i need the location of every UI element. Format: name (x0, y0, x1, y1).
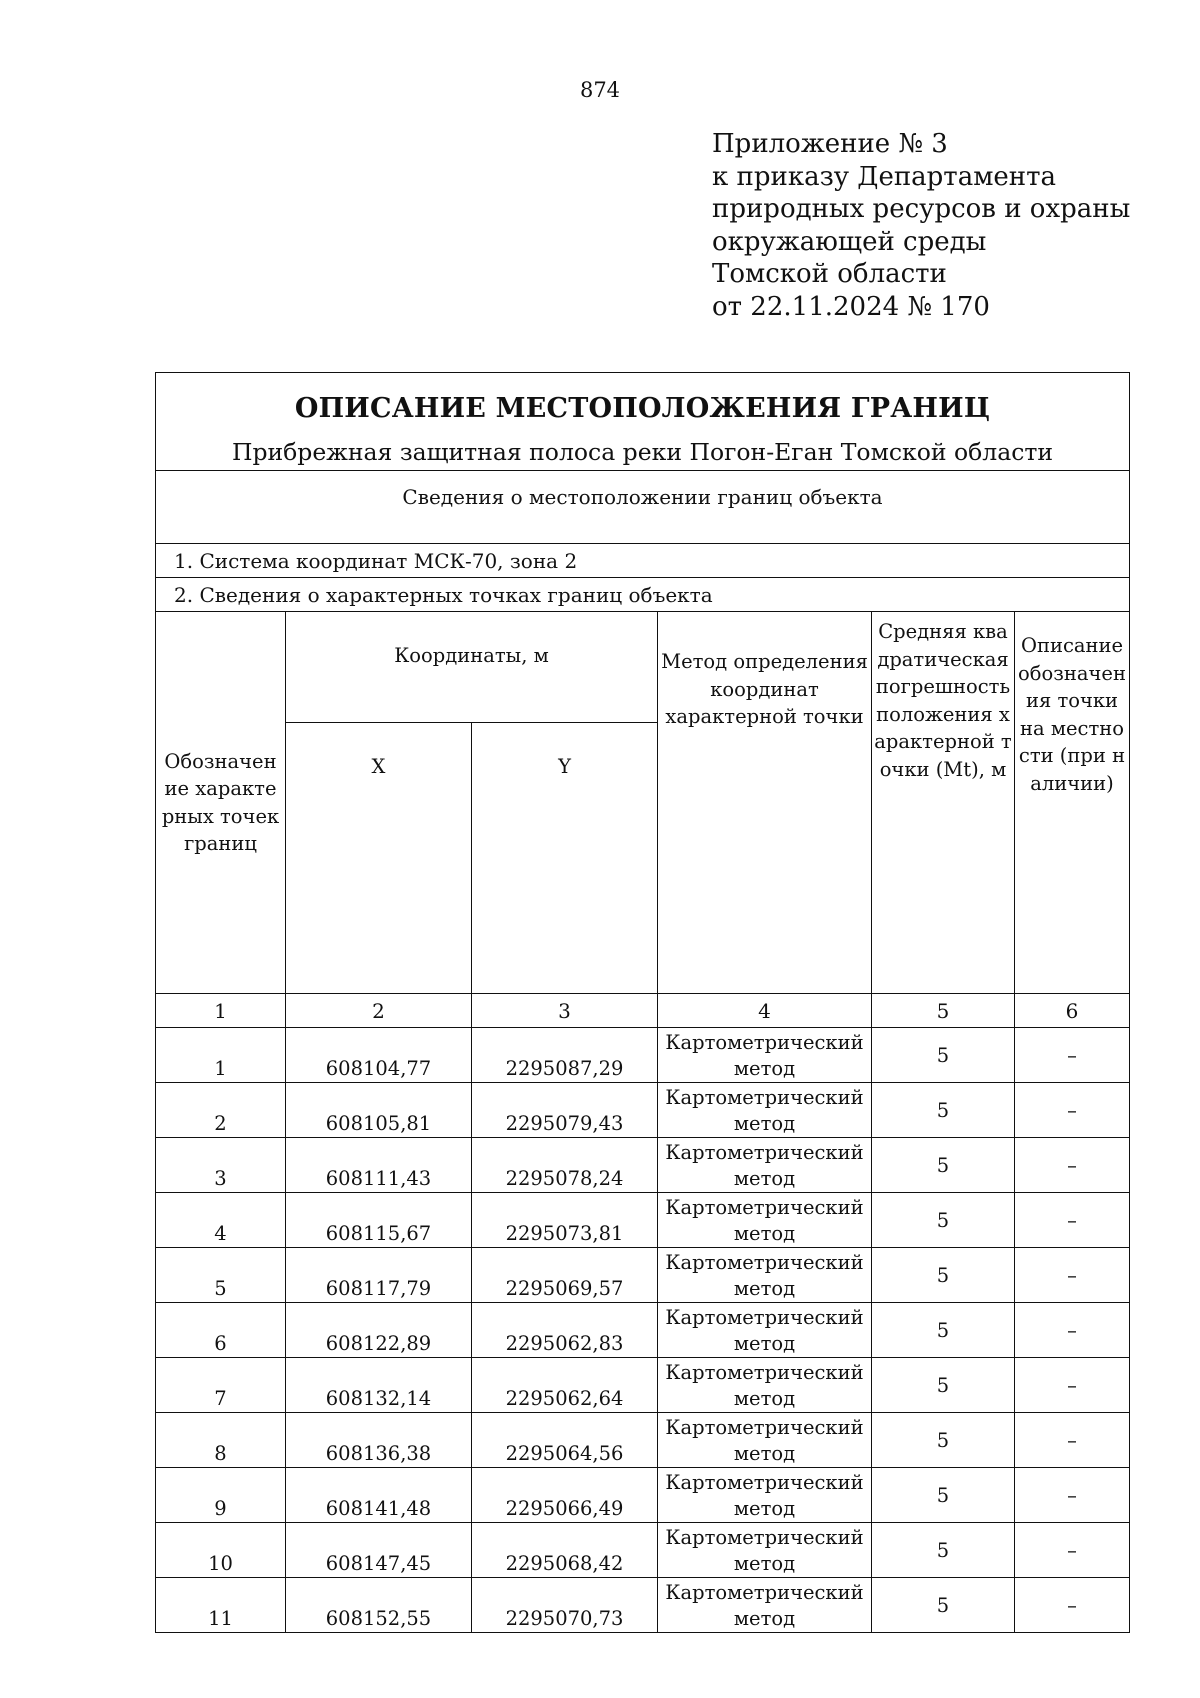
mean-square-error: 5 (872, 1358, 1015, 1413)
method: Картометрический метод (658, 1028, 872, 1083)
table-title: ОПИСАНИЕ МЕСТОПОЛОЖЕНИЯ ГРАНИЦ (294, 393, 991, 424)
point-number: 8 (156, 1413, 286, 1468)
point-description: – (1015, 1468, 1130, 1523)
point-description: – (1015, 1083, 1130, 1138)
method: Картометрический метод (658, 1083, 872, 1138)
method: Картометрический метод (658, 1468, 872, 1523)
coord-x: 608141,48 (286, 1468, 472, 1523)
coord-y: 2295070,73 (472, 1578, 658, 1633)
table-row (156, 1523, 1130, 1578)
column-number: 2 (286, 994, 472, 1028)
point-number: 3 (156, 1138, 286, 1193)
point-description: – (1015, 1358, 1130, 1413)
table-row (156, 1193, 1130, 1248)
point-number: 7 (156, 1358, 286, 1413)
coord-y: 2295066,49 (472, 1468, 658, 1523)
header-coordinates: Координаты, м (286, 612, 658, 723)
header-error: Средняя квадратическая погрешность положения характерной точки (Mt), м (872, 612, 1015, 994)
column-number: 1 (156, 994, 286, 1028)
point-number: 9 (156, 1468, 286, 1523)
method: Картометрический метод (658, 1358, 872, 1413)
point-number: 5 (156, 1248, 286, 1303)
method: Картометрический метод (658, 1138, 872, 1193)
coord-x: 608115,67 (286, 1193, 472, 1248)
method: Картометрический метод (658, 1413, 872, 1468)
coord-x: 608111,43 (286, 1138, 472, 1193)
coord-y: 2295087,29 (472, 1028, 658, 1083)
method: Картометрический метод (658, 1248, 872, 1303)
header-y: Y (472, 723, 658, 994)
point-description: – (1015, 1303, 1130, 1358)
coord-y: 2295068,42 (472, 1523, 658, 1578)
coord-x: 608147,45 (286, 1523, 472, 1578)
table-row (156, 1578, 1130, 1633)
coord-y: 2295064,56 (472, 1413, 658, 1468)
point-number: 4 (156, 1193, 286, 1248)
appendix-line: Томской области (712, 259, 947, 289)
header-method: Метод определения координат характерной точки (658, 612, 872, 994)
table-row (156, 1468, 1130, 1523)
method: Картометрический метод (658, 1578, 872, 1633)
mean-square-error: 5 (872, 1193, 1015, 1248)
table-row (156, 1248, 1130, 1303)
point-description: – (1015, 1028, 1130, 1083)
appendix-line: от 22.11.2024 № 170 (712, 291, 990, 322)
appendix-line: окружающей среды (712, 226, 987, 257)
point-description: – (1015, 1413, 1130, 1468)
coord-x: 608117,79 (286, 1248, 472, 1303)
mean-square-error: 5 (872, 1303, 1015, 1358)
appendix-line: к приказу Департамента (712, 161, 1057, 192)
mean-square-error: 5 (872, 1248, 1015, 1303)
coord-x: 608136,38 (286, 1413, 472, 1468)
table-row (156, 1358, 1130, 1413)
coord-x: 608152,55 (286, 1578, 472, 1633)
mean-square-error: 5 (872, 1468, 1015, 1523)
mean-square-error: 5 (872, 1083, 1015, 1138)
coord-x: 608122,89 (286, 1303, 472, 1358)
coord-y: 2295062,64 (472, 1358, 658, 1413)
coordinate-system: 1. Система координат МСК-70, зона 2 (156, 544, 1130, 578)
coord-x: 608105,81 (286, 1083, 472, 1138)
info-header: Сведения о местоположении границ объекта (156, 471, 1130, 544)
column-number: 4 (658, 994, 872, 1028)
coord-y: 2295079,43 (472, 1083, 658, 1138)
coord-y: 2295069,57 (472, 1248, 658, 1303)
coord-y: 2295062,83 (472, 1303, 658, 1358)
table-row (156, 1303, 1130, 1358)
table-row (156, 1083, 1130, 1138)
mean-square-error: 5 (872, 1578, 1015, 1633)
mean-square-error: 5 (872, 1523, 1015, 1578)
mean-square-error: 5 (872, 1138, 1015, 1193)
points-section-title: 2. Сведения о характерных точках границ объекта (156, 578, 1130, 612)
point-number: 6 (156, 1303, 286, 1358)
appendix-line: Приложение № 3 (712, 129, 948, 159)
point-description: – (1015, 1193, 1130, 1248)
point-number: 2 (156, 1083, 286, 1138)
method: Картометрический метод (658, 1303, 872, 1358)
point-description: – (1015, 1578, 1130, 1633)
table-title-cell (156, 373, 1130, 471)
point-number: 11 (156, 1578, 286, 1633)
header-description: Описание обозначения точки на местности (при наличии) (1015, 612, 1130, 994)
appendix-block (712, 128, 1130, 323)
coord-y: 2295078,24 (472, 1138, 658, 1193)
column-number: 3 (472, 994, 658, 1028)
method: Картометрический метод (658, 1193, 872, 1248)
point-description: – (1015, 1248, 1130, 1303)
point-description: – (1015, 1138, 1130, 1193)
coord-x: 608104,77 (286, 1028, 472, 1083)
method: Картометрический метод (658, 1523, 872, 1578)
point-number: 10 (156, 1523, 286, 1578)
table-subtitle: Прибрежная защитная полоса реки Погон-Еган Томской области (231, 438, 1054, 466)
point-description: – (1015, 1523, 1130, 1578)
coord-x: 608132,14 (286, 1358, 472, 1413)
appendix-line: природных ресурсов и охраны (712, 194, 1131, 224)
column-number: 6 (1015, 994, 1130, 1028)
boundary-table (155, 372, 1130, 1633)
table-row (156, 1138, 1130, 1193)
mean-square-error: 5 (872, 1028, 1015, 1083)
table-row (156, 1413, 1130, 1468)
header-x: X (286, 723, 472, 994)
column-number: 5 (872, 994, 1015, 1028)
page-number: 874 (579, 78, 621, 102)
coord-y: 2295073,81 (472, 1193, 658, 1248)
point-number: 1 (156, 1028, 286, 1083)
header-point-label: Обозначение характерных точек границ (156, 612, 286, 994)
table-row (156, 1028, 1130, 1083)
mean-square-error: 5 (872, 1413, 1015, 1468)
